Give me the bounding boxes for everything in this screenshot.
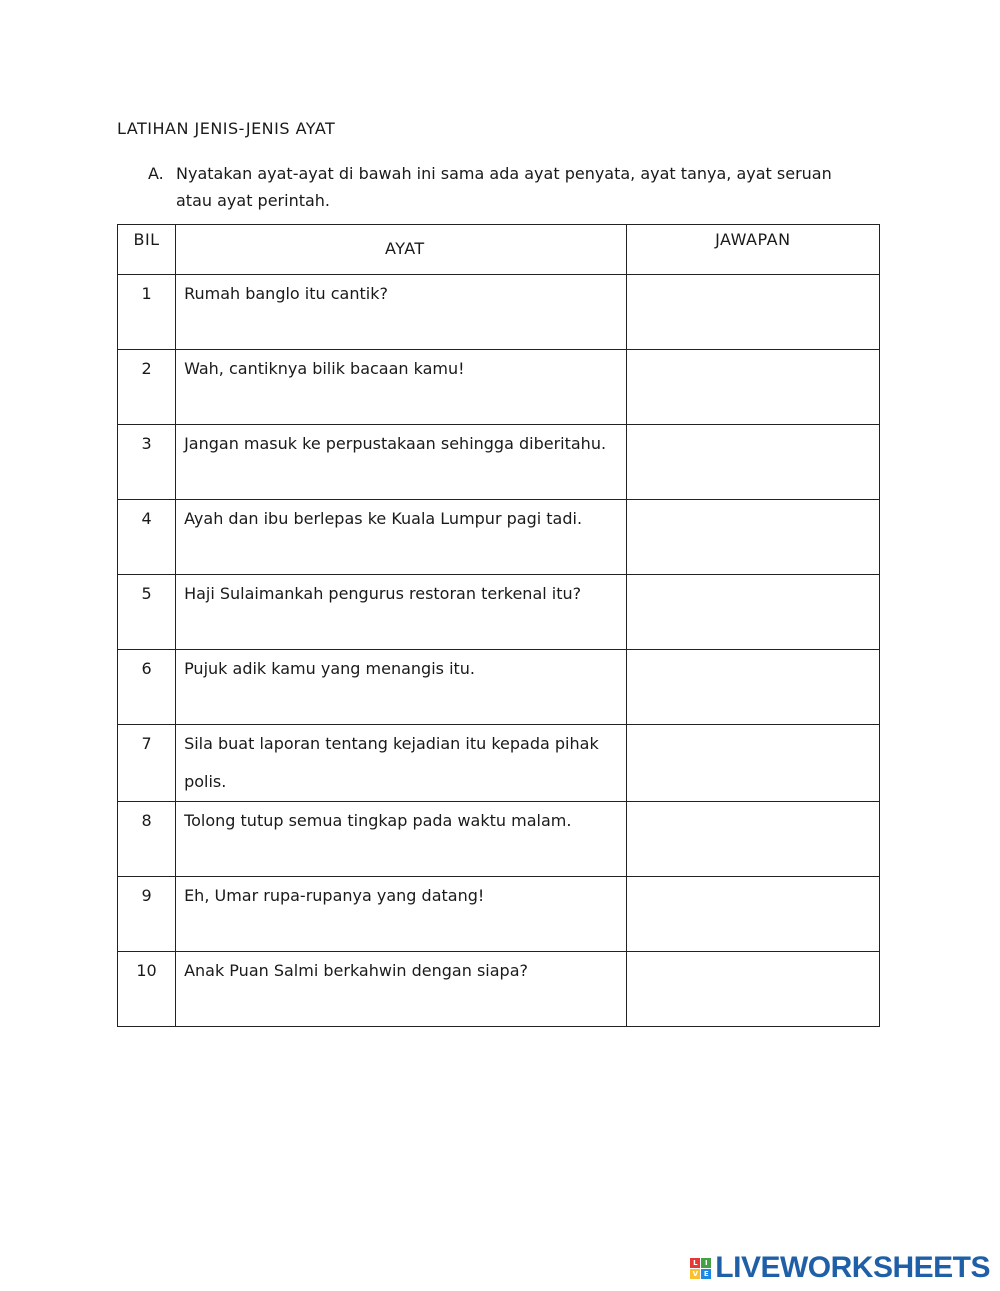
logo-block: V xyxy=(690,1269,700,1279)
row-sentence: Rumah banglo itu cantik? xyxy=(176,275,627,350)
row-sentence: Wah, cantiknya bilik bacaan kamu! xyxy=(176,350,627,425)
table-row xyxy=(118,802,880,877)
table-row xyxy=(118,650,880,725)
row-answer-cell xyxy=(626,350,879,425)
logo-blocks-icon xyxy=(690,1258,711,1279)
answer-input[interactable] xyxy=(627,655,883,726)
logo-block: I xyxy=(701,1258,711,1268)
row-sentence: Jangan masuk ke perpustakaan sehingga diberitahu. xyxy=(176,425,627,500)
answer-input[interactable] xyxy=(627,580,883,651)
table-row xyxy=(118,575,880,650)
row-sentence: Haji Sulaimankah pengurus restoran terkenal itu? xyxy=(176,575,627,650)
row-answer-cell xyxy=(626,425,879,500)
instruction-text: Nyatakan ayat-ayat di bawah ini sama ada ayat penyata, ayat tanya, ayat seruan atau ayat perintah. xyxy=(176,164,832,210)
row-number: 5 xyxy=(118,575,176,650)
row-answer-cell xyxy=(626,802,879,877)
answer-input[interactable] xyxy=(627,280,883,351)
table-row xyxy=(118,275,880,350)
row-answer-cell xyxy=(626,650,879,725)
row-number: 2 xyxy=(118,350,176,425)
row-number: 6 xyxy=(118,650,176,725)
liveworksheets-logo xyxy=(690,1251,990,1285)
instruction xyxy=(148,160,868,214)
row-number: 9 xyxy=(118,877,176,952)
row-answer-cell xyxy=(626,877,879,952)
answer-input[interactable] xyxy=(627,355,883,426)
answer-input[interactable] xyxy=(627,882,883,953)
table-row xyxy=(118,425,880,500)
row-answer-cell xyxy=(626,952,879,1027)
table-body xyxy=(118,275,880,1027)
row-answer-cell xyxy=(626,275,879,350)
header-ayat: AYAT xyxy=(176,225,627,275)
row-sentence: Tolong tutup semua tingkap pada waktu malam. xyxy=(176,802,627,877)
row-sentence: Pujuk adik kamu yang menangis itu. xyxy=(176,650,627,725)
answer-input[interactable] xyxy=(627,430,883,501)
answer-input[interactable] xyxy=(627,505,883,576)
logo-block: L xyxy=(690,1258,700,1268)
table-row xyxy=(118,350,880,425)
row-number: 3 xyxy=(118,425,176,500)
table-row xyxy=(118,877,880,952)
instruction-letter: A. xyxy=(148,164,164,183)
exercise-table xyxy=(117,224,880,1027)
table-header-row xyxy=(118,225,880,275)
row-number: 7 xyxy=(118,725,176,802)
row-number: 4 xyxy=(118,500,176,575)
row-number: 10 xyxy=(118,952,176,1027)
answer-input[interactable] xyxy=(627,730,883,803)
row-answer-cell xyxy=(626,725,879,802)
row-answer-cell xyxy=(626,575,879,650)
row-sentence: Ayah dan ibu berlepas ke Kuala Lumpur pagi tadi. xyxy=(176,500,627,575)
worksheet-title: LATIHAN JENIS-JENIS AYAT xyxy=(117,119,336,138)
row-number: 8 xyxy=(118,802,176,877)
header-bil: BIL xyxy=(118,225,176,275)
row-sentence: Sila buat laporan tentang kejadian itu kepada pihak polis. xyxy=(176,725,627,802)
row-sentence: Anak Puan Salmi berkahwin dengan siapa? xyxy=(176,952,627,1027)
row-number: 1 xyxy=(118,275,176,350)
answer-input[interactable] xyxy=(627,807,883,878)
header-jawapan: JAWAPAN xyxy=(626,225,879,275)
logo-text: LIVEWORKSHEETS xyxy=(715,1251,990,1284)
row-answer-cell xyxy=(626,500,879,575)
logo-block: E xyxy=(701,1269,711,1279)
answer-input[interactable] xyxy=(627,957,883,1028)
row-sentence: Eh, Umar rupa-rupanya yang datang! xyxy=(176,877,627,952)
table-row xyxy=(118,500,880,575)
table-row xyxy=(118,952,880,1027)
table-row xyxy=(118,725,880,802)
